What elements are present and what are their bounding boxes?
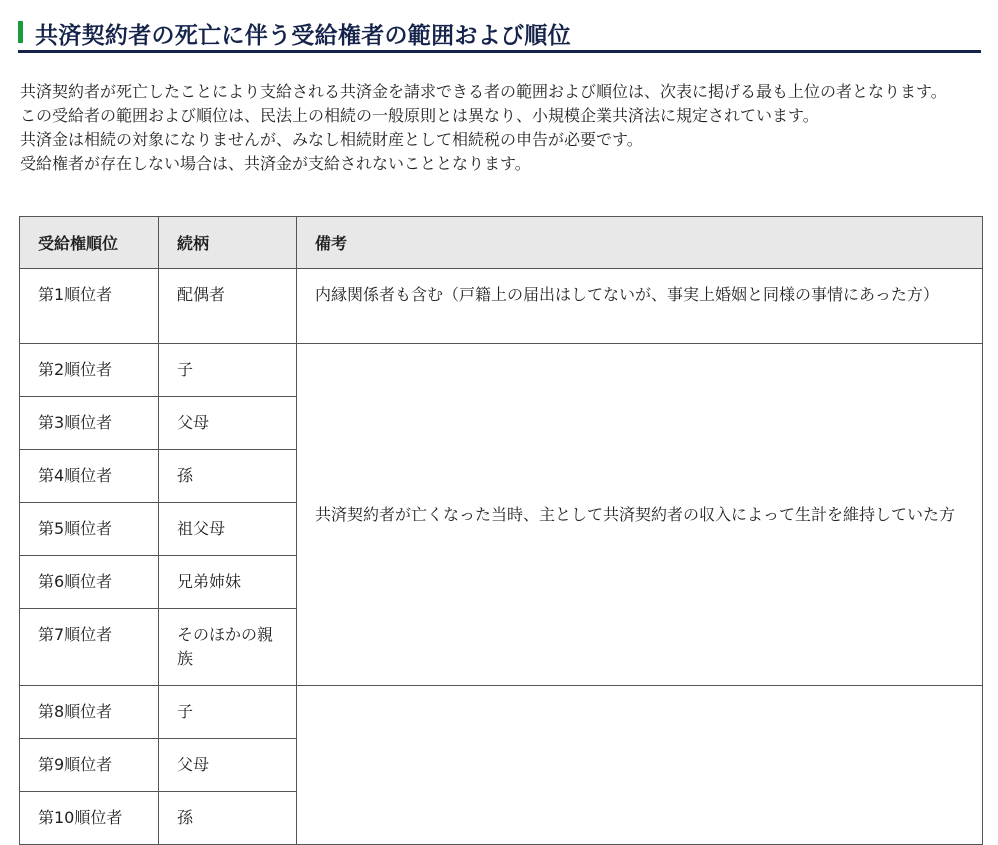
rank-cell: 第6順位者: [20, 556, 159, 609]
table-row: [20, 269, 983, 344]
header-relation: 続柄: [159, 217, 297, 269]
relation-cell: 父母: [159, 739, 297, 792]
page-title: 共済契約者の死亡に伴う受給権者の範囲および順位: [35, 23, 571, 49]
heading-accent-bar: [18, 21, 23, 43]
rank-cell: 第1順位者: [20, 269, 159, 344]
header-rank: 受給権順位: [20, 217, 159, 269]
rank-cell: 第4順位者: [20, 450, 159, 503]
table-row: [20, 344, 983, 397]
table-header-row: [20, 217, 983, 269]
note-cell-dependents: 共済契約者が亡くなった当時、主として共済契約者の収入によって生計を維持していた方: [297, 344, 983, 686]
rank-cell: 第10順位者: [20, 792, 159, 845]
intro-paragraph: 共済契約者が死亡したことにより支給される共済金を請求できる者の範囲および順位は、次表に掲げる最も上位の者となります。: [20, 82, 947, 101]
relation-cell: そのほかの親族: [159, 609, 297, 686]
relation-cell: 孫: [159, 450, 297, 503]
relation-cell: 祖父母: [159, 503, 297, 556]
rank-cell: 第2順位者: [20, 344, 159, 397]
table-row: [20, 686, 983, 739]
relation-cell: 兄弟姉妹: [159, 556, 297, 609]
rank-cell: 第7順位者: [20, 609, 159, 686]
relation-cell: 父母: [159, 397, 297, 450]
rank-cell: 第9順位者: [20, 739, 159, 792]
rank-cell: 第5順位者: [20, 503, 159, 556]
header-note: 備考: [297, 217, 983, 269]
intro-text: [20, 80, 980, 176]
beneficiary-table: [19, 216, 983, 845]
intro-paragraph: 共済金は相続の対象になりませんが、みなし相続財産として相続税の申告が必要です。: [20, 130, 643, 149]
relation-cell: 配偶者: [159, 269, 297, 344]
relation-cell: 子: [159, 686, 297, 739]
rank-cell: 第3順位者: [20, 397, 159, 450]
rank-cell: 第8順位者: [20, 686, 159, 739]
note-cell-other: [297, 686, 983, 845]
section-heading: [18, 15, 981, 53]
intro-paragraph: 受給権者が存在しない場合は、共済金が支給されないこととなります。: [20, 154, 531, 173]
relation-cell: 子: [159, 344, 297, 397]
note-cell-spouse: 内縁関係者も含む（戸籍上の届出はしてないが、事実上婚姻と同様の事情にあった方）: [297, 269, 983, 344]
relation-cell: 孫: [159, 792, 297, 845]
intro-paragraph: この受給者の範囲および順位は、民法上の相続の一般原則とは異なり、小規模企業共済法に規定されています。: [20, 106, 819, 125]
